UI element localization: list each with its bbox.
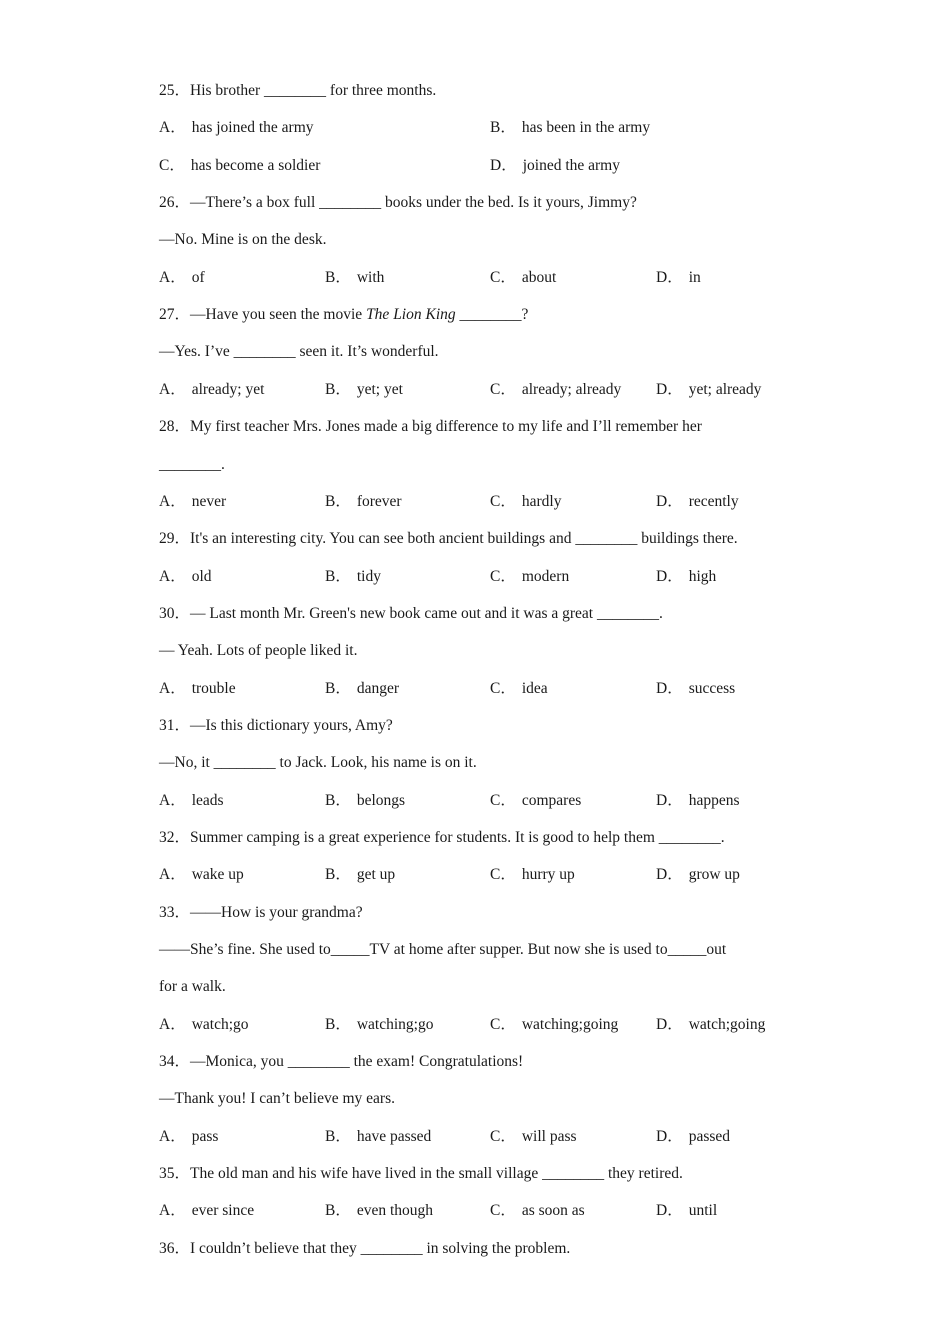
question-30-option-b	[325, 679, 399, 699]
question-30-stem: 30．— Last month Mr. Green's new book came out and it was a great ________.	[159, 605, 663, 622]
question-25-option-d	[490, 156, 620, 176]
question-34-stem: 34．—Monica, you ________ the exam! Congratulations!	[159, 1053, 524, 1070]
question-26-stem: 26．—There’s a box full ________ books under the bed. Is it yours, Jimmy?	[159, 194, 637, 211]
option-label: A．	[159, 1202, 186, 1219]
option-label: D．	[490, 157, 517, 174]
question-27-option-a	[159, 380, 264, 400]
option-label: D．	[656, 269, 683, 286]
option-label: A．	[159, 1128, 186, 1145]
option-text: grow up	[688, 866, 740, 883]
question-33-option-a	[159, 1015, 249, 1035]
option-text: never	[191, 493, 227, 510]
question-34-option-d	[656, 1127, 730, 1147]
question-29-stem: 29．It's an interesting city. You can see both ancient buildings and ________ buildings there.	[159, 530, 738, 547]
question-34-option-c	[490, 1127, 577, 1147]
question-27-stem-post: ________?	[455, 306, 529, 323]
option-text: high	[688, 568, 717, 585]
option-label: B．	[325, 866, 351, 883]
option-text: get up	[356, 866, 396, 883]
option-label: A．	[159, 493, 186, 510]
option-label: A．	[159, 269, 186, 286]
question-35-option-b	[325, 1201, 433, 1221]
question-29-option-d	[656, 567, 716, 587]
question-31-option-b	[325, 791, 405, 811]
option-text: hurry up	[521, 866, 575, 883]
option-label: D．	[656, 493, 683, 510]
option-text: watch;going	[688, 1016, 766, 1033]
option-text: already; already	[521, 381, 622, 398]
question-30-option-d	[656, 679, 735, 699]
question-35-stem: 35．The old man and his wife have lived in the small village ________ they retired.	[159, 1165, 683, 1182]
option-label: C．	[490, 866, 516, 883]
option-text: idea	[521, 680, 548, 697]
option-label: C．	[490, 493, 516, 510]
option-label: C．	[490, 381, 516, 398]
question-28-option-a	[159, 492, 226, 512]
question-29-option-b	[325, 567, 381, 587]
question-31-option-d	[656, 791, 740, 811]
question-33-option-b	[325, 1015, 433, 1035]
question-31-option-c	[490, 791, 581, 811]
question-32-option-a	[159, 865, 244, 885]
option-label: B．	[325, 792, 351, 809]
question-27-reply: —Yes. I’ve ________ seen it. It’s wonderful.	[159, 343, 439, 360]
question-26-option-c	[490, 268, 556, 288]
question-35-option-d	[656, 1201, 717, 1221]
question-28-option-d	[656, 492, 739, 512]
question-31-option-a	[159, 791, 224, 811]
question-35-option-a	[159, 1201, 254, 1221]
option-text: with	[356, 269, 385, 286]
question-35-option-c	[490, 1201, 585, 1221]
option-label: C．	[490, 269, 516, 286]
option-label: C．	[159, 157, 185, 174]
option-label: C．	[490, 568, 516, 585]
question-28-stem: 28．My first teacher Mrs. Jones made a big difference to my life and I’ll remember her	[159, 418, 702, 435]
option-text: trouble	[191, 680, 236, 697]
question-27-stem	[159, 305, 528, 325]
question-25-option-c	[159, 156, 320, 176]
option-text: ever since	[191, 1202, 255, 1219]
option-text: recently	[688, 493, 739, 510]
option-text: pass	[191, 1128, 219, 1145]
question-33-stem: 33．——How is your grandma?	[159, 904, 363, 921]
question-29-option-c	[490, 567, 569, 587]
option-text: about	[521, 269, 557, 286]
option-text: belongs	[356, 792, 406, 809]
question-25-stem: 25．His brother ________ for three months.	[159, 82, 437, 99]
option-label: B．	[325, 1128, 351, 1145]
option-label: B．	[325, 381, 351, 398]
question-30-reply: — Yeah. Lots of people liked it.	[159, 642, 358, 659]
option-label: B．	[325, 680, 351, 697]
option-label: B．	[325, 1202, 351, 1219]
question-27-stem-pre: 27．—Have you seen the movie	[159, 306, 367, 323]
option-text: old	[191, 568, 212, 585]
question-28-option-b	[325, 492, 402, 512]
option-text: yet; already	[688, 381, 762, 398]
option-label: C．	[490, 680, 516, 697]
option-text: have passed	[356, 1128, 432, 1145]
option-text: watching;going	[521, 1016, 619, 1033]
option-text: has been in the army	[521, 119, 651, 136]
question-25-option-a	[159, 118, 314, 138]
question-26-reply: —No. Mine is on the desk.	[159, 231, 327, 248]
question-34-option-a	[159, 1127, 218, 1147]
question-32-stem: 32．Summer camping is a great experience for students. It is good to help them ________.	[159, 829, 725, 846]
option-label: A．	[159, 866, 186, 883]
option-text: as soon as	[521, 1202, 585, 1219]
option-text: joined the army	[522, 157, 620, 174]
question-31-stem: 31．—Is this dictionary yours, Amy?	[159, 717, 393, 734]
option-text: of	[191, 269, 205, 286]
question-28-stem-continued: ________.	[159, 456, 225, 473]
option-text: watching;go	[356, 1016, 434, 1033]
option-text: has become a soldier	[190, 157, 321, 174]
option-text: leads	[191, 792, 224, 809]
option-text: already; yet	[191, 381, 265, 398]
option-text: tidy	[356, 568, 381, 585]
option-text: modern	[521, 568, 570, 585]
option-label: A．	[159, 792, 186, 809]
question-25-option-b	[490, 118, 650, 138]
question-33-reply: ——She’s fine. She used to_____TV at home after supper. But now she is used to_____out	[159, 941, 727, 958]
question-30-option-a	[159, 679, 236, 699]
option-label: D．	[656, 680, 683, 697]
question-34-option-b	[325, 1127, 431, 1147]
option-label: B．	[490, 119, 516, 136]
option-text: has joined the army	[191, 119, 314, 136]
option-text: even though	[356, 1202, 434, 1219]
option-label: A．	[159, 680, 186, 697]
option-text: hardly	[521, 493, 562, 510]
question-31-reply: —No, it ________ to Jack. Look, his name is on it.	[159, 754, 477, 771]
question-26-option-b	[325, 268, 384, 288]
question-27-option-c	[490, 380, 621, 400]
option-label: C．	[490, 792, 516, 809]
option-text: until	[688, 1202, 718, 1219]
option-label: B．	[325, 1016, 351, 1033]
option-text: wake up	[191, 866, 244, 883]
question-34-reply: —Thank you! I can’t believe my ears.	[159, 1090, 396, 1107]
option-label: A．	[159, 119, 186, 136]
option-label: D．	[656, 381, 683, 398]
option-label: D．	[656, 1128, 683, 1145]
option-label: C．	[490, 1202, 516, 1219]
option-label: D．	[656, 792, 683, 809]
question-32-option-d	[656, 865, 740, 885]
option-text: passed	[688, 1128, 731, 1145]
option-label: C．	[490, 1128, 516, 1145]
option-label: D．	[656, 1202, 683, 1219]
option-text: will pass	[521, 1128, 577, 1145]
question-26-option-d	[656, 268, 701, 288]
option-label: A．	[159, 381, 186, 398]
question-27-option-b	[325, 380, 403, 400]
question-33-option-c	[490, 1015, 618, 1035]
option-text: yet; yet	[356, 381, 403, 398]
question-32-option-c	[490, 865, 575, 885]
option-label: C．	[490, 1016, 516, 1033]
option-label: A．	[159, 1016, 186, 1033]
option-text: happens	[688, 792, 740, 809]
question-29-option-a	[159, 567, 212, 587]
option-label: B．	[325, 568, 351, 585]
option-text: compares	[521, 792, 582, 809]
option-text: forever	[356, 493, 402, 510]
question-28-option-c	[490, 492, 561, 512]
option-text: watch;go	[191, 1016, 249, 1033]
option-text: danger	[356, 680, 400, 697]
option-label: D．	[656, 1016, 683, 1033]
option-text: in	[688, 269, 701, 286]
option-label: B．	[325, 269, 351, 286]
question-27-option-d	[656, 380, 761, 400]
option-label: A．	[159, 568, 186, 585]
option-label: D．	[656, 568, 683, 585]
question-30-option-c	[490, 679, 548, 699]
movie-title: The Lion King	[366, 306, 456, 323]
question-36-stem: 36．I couldn’t believe that they ________ in solving the problem.	[159, 1240, 571, 1257]
question-33-option-d	[656, 1015, 765, 1035]
question-32-option-b	[325, 865, 395, 885]
question-33-reply-continued: for a walk.	[159, 978, 226, 995]
option-text: success	[688, 680, 736, 697]
option-label: B．	[325, 493, 351, 510]
question-26-option-a	[159, 268, 205, 288]
option-label: D．	[656, 866, 683, 883]
